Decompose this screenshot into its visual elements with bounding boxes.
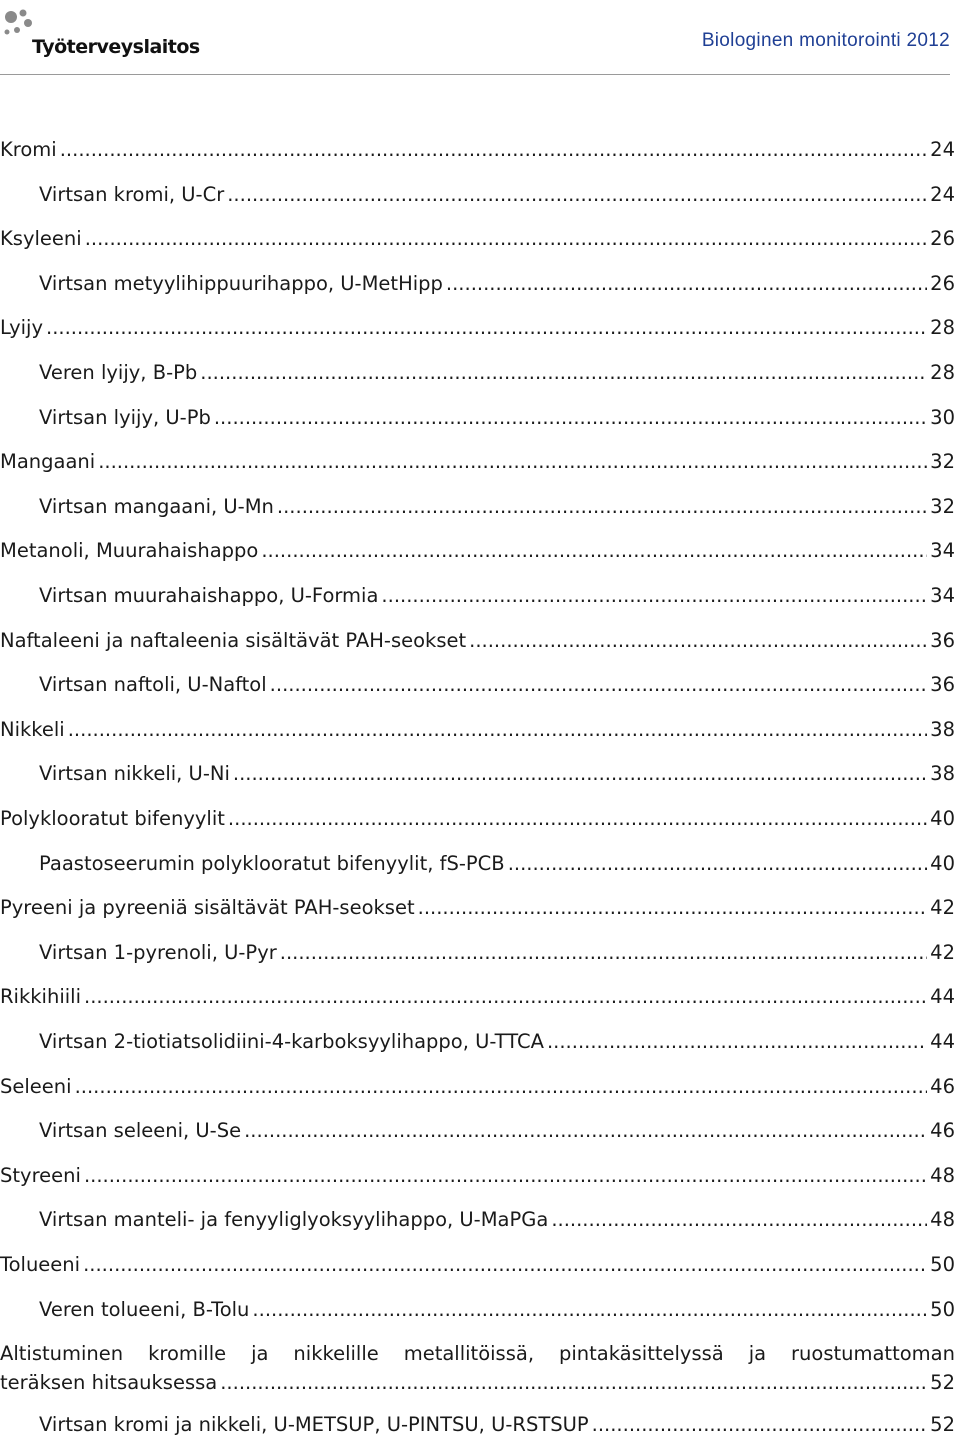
toc-entry-page: 34 — [930, 584, 955, 607]
toc-leader-dots — [381, 584, 927, 607]
toc-entry-label: Virtsan kromi, U-Cr — [39, 183, 225, 206]
toc-leader-dots — [85, 227, 927, 250]
toc-entry-label-line1 — [0, 1342, 955, 1371]
toc-leader-dots — [98, 450, 927, 473]
toc-entry-page: 32 — [930, 450, 955, 473]
toc-entry-page: 52 — [930, 1413, 955, 1436]
logo-text: Työterveyslaitos — [32, 36, 200, 58]
toc-entry-page: 42 — [930, 896, 955, 919]
toc-entry-label: Tolueeni — [0, 1253, 81, 1276]
toc-entry-page: 36 — [930, 629, 955, 652]
toc-entry-label: Virtsan mangaani, U-Mn — [39, 495, 274, 518]
toc-entry-page: 40 — [930, 807, 955, 830]
toc-entry[interactable] — [0, 762, 955, 790]
toc-leader-dots — [220, 1371, 927, 1394]
toc-entry[interactable] — [0, 1030, 955, 1058]
toc-entry[interactable] — [0, 539, 955, 567]
toc-leader-dots — [46, 316, 927, 339]
toc-entry-label: Virtsan lyijy, U-Pb — [39, 406, 211, 429]
toc-entry-page: 34 — [930, 539, 955, 562]
toc-entry[interactable] — [0, 1164, 955, 1192]
toc-entry[interactable] — [0, 1208, 955, 1236]
toc-word: kromille — [148, 1342, 227, 1365]
toc-entry[interactable] — [0, 361, 955, 389]
toc-entry-label: Ksyleeni — [0, 227, 82, 250]
toc-entry-label: Virtsan nikkeli, U-Ni — [39, 762, 230, 785]
toc-entry-page: 38 — [930, 718, 955, 741]
toc-entry-page: 28 — [930, 316, 955, 339]
toc-leader-dots — [551, 1208, 927, 1231]
page-header — [0, 0, 960, 76]
toc-leader-dots — [270, 673, 928, 696]
toc-entry[interactable] — [0, 941, 955, 969]
toc-entry-page: 26 — [930, 227, 955, 250]
toc-entry-label: Paastoseerumin polyklooratut bifenyylit, fS-PCB — [39, 852, 505, 875]
document-title: Biologinen monitorointi 2012 — [701, 30, 950, 51]
toc-entry-label: Kromi — [0, 138, 57, 161]
toc-entry-page: 24 — [930, 138, 955, 161]
toc-entry[interactable] — [0, 316, 955, 344]
toc-entry-page: 46 — [930, 1075, 955, 1098]
toc-leader-dots — [508, 852, 927, 875]
toc-leader-dots — [68, 718, 927, 741]
toc-entry-multiline[interactable] — [0, 1342, 955, 1399]
toc-entry-label: Virtsan manteli- ja fenyyliglyoksyylihappo, U-MaPGa — [39, 1208, 549, 1231]
toc-entry-page: 38 — [930, 762, 955, 785]
toc-leader-dots — [214, 406, 927, 429]
toc-entry[interactable] — [0, 1413, 955, 1441]
toc-entry[interactable] — [0, 718, 955, 746]
toc-entry-label: Virtsan 2-tiotiatsolidiini-4-karboksyylihappo, U-TTCA — [39, 1030, 544, 1053]
toc-entry-label: Virtsan muurahaishappo, U-Formia — [39, 584, 379, 607]
toc-entry-label: Seleeni — [0, 1075, 72, 1098]
toc-leader-dots — [418, 896, 928, 919]
toc-leader-dots — [60, 138, 927, 161]
toc-entry-label: Mangaani — [0, 450, 96, 473]
toc-entry[interactable] — [0, 1075, 955, 1103]
ttl-logo — [2, 6, 200, 58]
toc-entry-label: Rikkihiili — [0, 985, 81, 1008]
toc-entry-page: 48 — [930, 1208, 955, 1231]
toc-leader-dots — [261, 539, 927, 562]
toc-entry-page: 50 — [930, 1253, 955, 1276]
toc-entry-label: Virtsan naftoli, U-Naftol — [39, 673, 267, 696]
toc-entry[interactable] — [0, 584, 955, 612]
toc-entry[interactable] — [0, 495, 955, 523]
toc-word: Altistuminen — [0, 1342, 124, 1365]
toc-entry[interactable] — [0, 1253, 955, 1281]
toc-entry-page: 26 — [930, 272, 955, 295]
toc-entry-label-line2: teräksen hitsauksessa — [0, 1371, 218, 1394]
toc-entry[interactable] — [0, 450, 955, 478]
toc-word: nikkelille — [293, 1342, 379, 1365]
toc-leader-dots — [252, 1298, 927, 1321]
toc-entry-label: Virtsan seleeni, U-Se — [39, 1119, 242, 1142]
toc-word: metallitöissä, — [403, 1342, 535, 1365]
toc-entry-page: 32 — [930, 495, 955, 518]
toc-entry[interactable] — [0, 852, 955, 880]
toc-entry-page: 42 — [930, 941, 955, 964]
toc-leader-dots — [277, 495, 927, 518]
toc-leader-dots — [446, 272, 927, 295]
toc-leader-dots — [84, 985, 927, 1008]
toc-entry-label: Metanoli, Muurahaishappo — [0, 539, 259, 562]
toc-leader-dots — [84, 1164, 927, 1187]
toc-entry-page: 52 — [930, 1371, 955, 1394]
toc-leader-dots — [469, 629, 927, 652]
toc-entry[interactable] — [0, 272, 955, 300]
toc-leader-dots — [244, 1119, 927, 1142]
toc-entry[interactable] — [0, 1298, 955, 1326]
toc-entry-label: Virtsan metyylihippuurihappo, U-MetHipp — [39, 272, 443, 295]
toc-entry[interactable] — [0, 673, 955, 701]
toc-entry[interactable] — [0, 183, 955, 211]
toc-leader-dots — [75, 1075, 928, 1098]
toc-entry-label: Veren lyijy, B-Pb — [39, 361, 198, 384]
toc-leader-dots — [227, 183, 927, 206]
toc-leader-dots — [280, 941, 927, 964]
toc-word: ruostumattoman — [791, 1342, 955, 1365]
toc-entry-page: 44 — [930, 1030, 955, 1053]
toc-word: ja — [748, 1342, 767, 1365]
toc-entry-label: Virtsan 1-pyrenoli, U-Pyr — [39, 941, 277, 964]
toc-entry-page: 30 — [930, 406, 955, 429]
toc-entry[interactable] — [0, 807, 955, 835]
toc-word: ja — [251, 1342, 269, 1365]
toc-entry-page: 50 — [930, 1298, 955, 1321]
toc-word: pintakäsittelyssä — [558, 1342, 724, 1365]
toc-entry-label: Polyklooratut bifenyylit — [0, 807, 225, 830]
toc-entry-page: 44 — [930, 985, 955, 1008]
toc-entry-label: Lyijy — [0, 316, 43, 339]
toc-leader-dots — [200, 361, 927, 384]
toc-entry-page: 46 — [930, 1119, 955, 1142]
toc-leader-dots — [233, 762, 927, 785]
toc-leader-dots — [83, 1253, 927, 1276]
toc-entry-label: Nikkeli — [0, 718, 65, 741]
toc-leader-dots — [228, 807, 927, 830]
toc-entry-label: Styreeni — [0, 1164, 81, 1187]
toc-entry-label: Virtsan kromi ja nikkeli, U-METSUP, U-PINTSU, U-RSTSUP — [39, 1413, 589, 1436]
toc-entry[interactable] — [0, 896, 955, 924]
toc-entry-label: Veren tolueeni, B-Tolu — [39, 1298, 250, 1321]
toc-entry[interactable] — [0, 406, 955, 434]
toc-entry[interactable] — [0, 1119, 955, 1147]
header-divider — [0, 74, 950, 75]
toc-entry-label: Pyreeni ja pyreeniä sisältävät PAH-seokset — [0, 896, 415, 919]
toc-entry-label: Naftaleeni ja naftaleenia sisältävät PAH-seokset — [0, 629, 467, 652]
toc-entry[interactable] — [0, 227, 955, 255]
toc-entry-page: 28 — [930, 361, 955, 384]
toc-entry[interactable] — [0, 985, 955, 1013]
toc-entry[interactable] — [0, 138, 955, 166]
toc-entry-page: 36 — [930, 673, 955, 696]
toc-leader-dots — [547, 1030, 927, 1053]
toc-leader-dots — [592, 1413, 928, 1436]
toc-entry-page: 48 — [930, 1164, 955, 1187]
toc-entry-page: 40 — [930, 852, 955, 875]
toc-entry[interactable] — [0, 629, 955, 657]
toc-entry-page: 24 — [930, 183, 955, 206]
